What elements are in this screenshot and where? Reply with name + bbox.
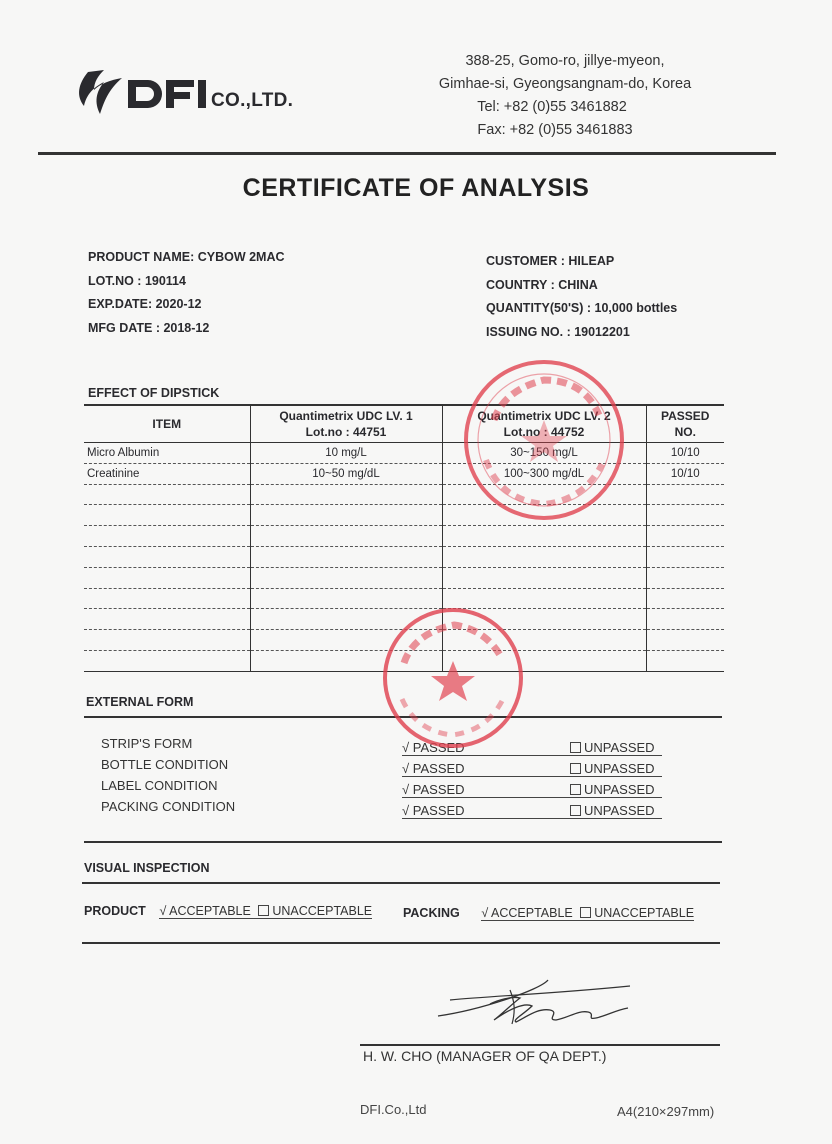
document-title: CERTIFICATE OF ANALYSIS xyxy=(242,174,590,202)
dipstick-cell-passed xyxy=(646,505,724,526)
product-label: PRODUCT xyxy=(84,904,146,918)
dipstick-cell-passed xyxy=(646,484,724,505)
dipstick-cell-item: Creatinine xyxy=(84,463,250,484)
dipstick-cell-item xyxy=(84,484,250,505)
visual-inspection-section-label: VISUAL INSPECTION xyxy=(84,861,210,875)
lot-number: LOT.NO : 190114 xyxy=(88,273,186,288)
dipstick-cell-lv2 xyxy=(442,650,646,671)
packing-unacceptable-checkbox-icon xyxy=(580,907,591,918)
dipstick-cell-lv1 xyxy=(250,484,442,505)
dipstick-row xyxy=(84,484,724,505)
dipstick-cell-lv2 xyxy=(442,630,646,651)
header-lv1-name: Quantimetrix UDC LV. 1 xyxy=(279,409,413,423)
telephone: Tel: +82 (0)55 3461882 xyxy=(477,99,627,115)
dipstick-cell-item xyxy=(84,505,250,526)
dipstick-row xyxy=(84,443,724,464)
packing-unacceptable-label: UNACCEPTABLE xyxy=(594,906,695,920)
unpassed-checkbox-icon xyxy=(570,784,581,795)
dipstick-cell-item xyxy=(84,567,250,588)
address-line-1: 388-25, Gomo-ro, jillye-myeon, xyxy=(465,53,665,69)
dipstick-cell-passed xyxy=(646,526,724,547)
unpassed-option xyxy=(570,740,655,755)
dipstick-row xyxy=(84,630,724,651)
dipstick-table xyxy=(84,406,724,672)
unpassed-label: UNPASSED xyxy=(584,782,655,797)
passed-check-icon: √ xyxy=(402,761,410,776)
dipstick-row xyxy=(84,463,724,484)
passed-check-icon: √ xyxy=(402,782,410,797)
dipstick-cell-lv1: 10~50 mg/dL xyxy=(250,463,442,484)
dipstick-cell-lv2 xyxy=(442,484,646,505)
dipstick-cell-lv1 xyxy=(250,650,442,671)
passed-check-icon: √ xyxy=(402,740,410,755)
address-line-2: Gimhae-si, Gyeongsangnam-do, Korea xyxy=(438,76,692,92)
dipstick-cell-passed xyxy=(646,650,724,671)
company-logo xyxy=(74,66,304,120)
packing-acceptable-label: ACCEPTABLE xyxy=(491,906,573,920)
dipstick-cell-passed xyxy=(646,546,724,567)
header-item xyxy=(84,406,250,443)
visual-packing-row xyxy=(403,905,694,920)
dipstick-cell-passed: 10/10 xyxy=(646,443,724,464)
dipstick-row xyxy=(84,546,724,567)
product-unacceptable-checkbox-icon xyxy=(258,905,269,916)
visual-inspection-bottom-rule xyxy=(82,942,720,944)
dipstick-cell-passed xyxy=(646,609,724,630)
external-form-row-result xyxy=(402,803,662,819)
external-form-row-label: STRIP'S FORM xyxy=(101,736,193,751)
dipstick-cell-item: Micro Albumin xyxy=(84,443,250,464)
passed-label: PASSED xyxy=(412,761,465,776)
dipstick-cell-lv2 xyxy=(442,609,646,630)
fax: Fax: +82 (0)55 3461883 xyxy=(477,122,633,138)
dipstick-cell-item xyxy=(84,630,250,651)
customer: CUSTOMER : HILEAP xyxy=(486,254,615,268)
expiry-date: EXP.DATE: 2020-12 xyxy=(88,297,202,311)
dipstick-cell-item xyxy=(84,650,250,671)
dipstick-cell-lv2 xyxy=(442,546,646,567)
external-form-rule xyxy=(84,716,722,718)
product-acceptable xyxy=(159,904,372,919)
dipstick-row xyxy=(84,609,724,630)
unpassed-checkbox-icon xyxy=(570,742,581,753)
dipstick-cell-lv2 xyxy=(442,588,646,609)
dipstick-header-row xyxy=(84,406,724,443)
unpassed-label: UNPASSED xyxy=(584,803,655,818)
header-passed xyxy=(646,406,724,443)
product-info-left xyxy=(88,246,285,340)
company-address xyxy=(400,50,730,142)
dipstick-row xyxy=(84,505,724,526)
passed-label: PASSED xyxy=(412,782,465,797)
dipstick-row xyxy=(84,526,724,547)
dipstick-cell-item xyxy=(84,546,250,567)
dipstick-cell-lv1 xyxy=(250,567,442,588)
passed-label: PASSED xyxy=(412,740,465,755)
dipstick-cell-lv1 xyxy=(250,505,442,526)
dipstick-cell-passed xyxy=(646,630,724,651)
manufacture-date: MFG DATE : 2018-12 xyxy=(88,320,210,335)
header-divider xyxy=(38,152,776,155)
header-lv1 xyxy=(250,406,442,443)
footer-company: DFI.Co.,Ltd xyxy=(360,1102,427,1117)
dipstick-cell-lv1 xyxy=(250,609,442,630)
header-item-label: ITEM xyxy=(152,417,182,431)
header-lv1-lot: Lot.no : 44751 xyxy=(305,425,387,439)
signatory-name: H. W. CHO (MANAGER OF QA DEPT.) xyxy=(363,1048,607,1064)
product-acceptable-label: ACCEPTABLE xyxy=(169,904,251,918)
unpassed-option xyxy=(570,761,655,776)
dipstick-row xyxy=(84,650,724,671)
signature-image xyxy=(420,970,640,1030)
external-form-row-result xyxy=(402,761,662,777)
passed-check-icon: √ xyxy=(402,803,410,818)
dipstick-cell-passed: 10/10 xyxy=(646,463,724,484)
unpassed-checkbox-icon xyxy=(570,763,581,774)
packing-check-icon: √ xyxy=(481,906,489,920)
dipstick-cell-passed xyxy=(646,588,724,609)
dipstick-cell-item xyxy=(84,588,250,609)
dipstick-cell-lv1 xyxy=(250,526,442,547)
footer-paper-size: A4(210×297mm) xyxy=(617,1104,715,1119)
dipstick-cell-item xyxy=(84,526,250,547)
dipstick-row xyxy=(84,567,724,588)
external-form-bottom-rule xyxy=(84,841,722,843)
header-lv2-lot: Lot.no : 44752 xyxy=(503,425,585,439)
product-unacceptable-label: UNACCEPTABLE xyxy=(272,904,373,918)
unpassed-option xyxy=(570,782,655,797)
issuing-number: ISSUING NO. : 19012201 xyxy=(486,324,630,339)
external-form-row-label: BOTTLE CONDITION xyxy=(101,757,229,772)
dipstick-cell-lv1: 10 mg/L xyxy=(250,443,442,464)
external-form-row-result xyxy=(402,782,662,798)
dipstick-cell-lv2 xyxy=(442,567,646,588)
header-passed-line2: NO. xyxy=(674,425,696,439)
product-check-icon: √ xyxy=(159,904,167,918)
unpassed-option xyxy=(570,803,655,818)
dipstick-cell-lv2 xyxy=(442,505,646,526)
dipstick-cell-item xyxy=(84,609,250,630)
dipstick-cell-lv2 xyxy=(442,526,646,547)
dipstick-cell-lv1 xyxy=(250,588,442,609)
dipstick-cell-lv1 xyxy=(250,630,442,651)
unpassed-checkbox-icon xyxy=(570,805,581,816)
passed-label: PASSED xyxy=(412,803,465,818)
dipstick-cell-lv1 xyxy=(250,546,442,567)
visual-product-row xyxy=(84,903,372,918)
dipstick-section-label: EFFECT OF DIPSTICK xyxy=(88,386,220,400)
signature-rule xyxy=(360,1044,720,1046)
external-form-row-label: PACKING CONDITION xyxy=(101,799,236,814)
product-name: PRODUCT NAME: CYBOW 2MAC xyxy=(88,250,285,264)
visual-inspection-rule xyxy=(82,882,720,884)
logo-suffix: CO.,LTD. xyxy=(211,90,294,111)
external-form-section-label: EXTERNAL FORM xyxy=(86,695,194,709)
dipstick-row xyxy=(84,588,724,609)
header-lv2-name: Quantimetrix UDC LV. 2 xyxy=(477,409,611,423)
dipstick-cell-passed xyxy=(646,567,724,588)
header-passed-line1: PASSED xyxy=(661,409,710,423)
packing-label: PACKING xyxy=(403,906,460,920)
packing-acceptable xyxy=(481,906,694,921)
header-lv2 xyxy=(442,406,646,443)
unpassed-label: UNPASSED xyxy=(584,740,655,755)
unpassed-label: UNPASSED xyxy=(584,761,655,776)
dipstick-cell-lv2: 100~300 mg/dL xyxy=(442,463,646,484)
external-form-row-label: LABEL CONDITION xyxy=(101,778,218,793)
product-info-right xyxy=(486,250,677,344)
country: COUNTRY : CHINA xyxy=(486,277,598,292)
quantity: QUANTITY(50'S) : 10,000 bottles xyxy=(486,301,678,315)
external-form-row-result xyxy=(402,740,662,756)
dipstick-cell-lv2: 30~150 mg/L xyxy=(442,443,646,464)
